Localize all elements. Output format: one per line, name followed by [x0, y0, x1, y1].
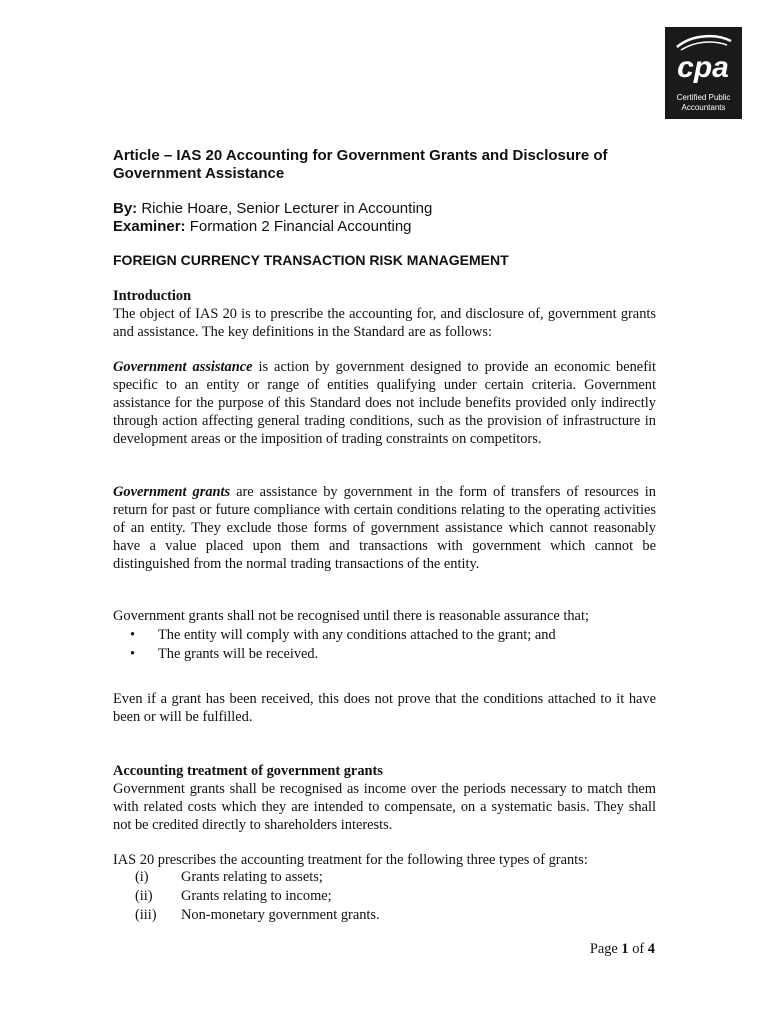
intro-heading: Introduction [113, 288, 192, 304]
intro-section [113, 287, 656, 341]
list-text: Grants relating to income; [181, 888, 332, 904]
page-word: Page [589, 941, 622, 957]
list-item [135, 868, 380, 887]
treatment-heading: Accounting treatment of government grants [113, 763, 383, 779]
recognition-note: Even if a grant has been received, this does not prove that the conditions attached to it have been or will be fulfilled. [113, 691, 656, 725]
treatment-text: Government grants shall be recognised as income over the periods necessary to match them with related costs which they are intended to compensate, on a systematic basis. They shall not be credited directly to shareholders interests. [113, 781, 656, 833]
author-name: Richie Hoare, Senior Lecturer in Accounting [137, 200, 433, 217]
list-text: Non-monetary government grants. [181, 907, 380, 923]
by-label: By: [113, 200, 138, 217]
list-item [135, 906, 380, 925]
author-line [113, 200, 656, 218]
recognition-intro: Government grants shall not be recognised until there is reasonable assurance that; [113, 608, 589, 624]
bullet-text: The entity will comply with any conditions attached to the grant; and [158, 627, 556, 643]
recognition-bullets [130, 626, 556, 664]
grant-types-list [135, 868, 380, 925]
definition-grants [113, 483, 656, 573]
logo-subtitle-line2: Accountants [681, 103, 726, 112]
article-title: Article – IAS 20 Accounting for Government Grants and Disclosure of Government Assistance [113, 147, 608, 182]
list-number: (i) [135, 869, 149, 885]
examiner-line [113, 218, 656, 236]
intro-text: The object of IAS 20 is to prescribe the accounting for, and disclosure of, government grants and assistance. The key definitions in the Standard are as follows: [113, 306, 656, 340]
definition-assistance [113, 358, 656, 448]
list-number: (ii) [135, 888, 153, 904]
term-grants: Government grants [113, 484, 231, 500]
list-text: Grants relating to assets; [181, 869, 323, 885]
list-item [130, 626, 556, 645]
cpa-logo-mark [671, 31, 736, 89]
bullet-icon: • [130, 627, 136, 643]
logo-subtitle-line1: Certified Public [676, 93, 731, 102]
page-number [590, 941, 655, 958]
total-pages: 4 [647, 941, 655, 957]
list-item [135, 887, 380, 906]
bullet-icon: • [130, 646, 136, 662]
list-item [130, 645, 556, 664]
assistance-text: is action by government designed to provide an economic benefit specific to an entity or range of entities qualifying under certain criteria. Government assistance for the purpose of this Standard does not include benefits provided only indirectly through action affecting general trading conditions, such as the provision of infrastructure in development areas or the imposition of trading constraints on competitors. [113, 359, 656, 447]
section-heading: FOREIGN CURRENCY TRANSACTION RISK MANAGEMENT [113, 252, 509, 268]
examiner-label: Examiner: [113, 218, 186, 235]
treatment-list-intro: IAS 20 prescribes the accounting treatment for the following three types of grants: [113, 852, 588, 868]
examiner-value: Formation 2 Financial Accounting [185, 218, 412, 235]
grants-text: are assistance by government in the form of transfers of resources in return for past or future compliance with certain conditions relating to the operating activities of an entity. They exclude those forms of government assistance which cannot reasonably have a value placed upon them and transactions with government which cannot be distinguished from the normal trading transactions of the entity. [113, 484, 656, 572]
cpa-logo [665, 27, 742, 119]
byline [113, 200, 656, 236]
bullet-text: The grants will be received. [158, 646, 319, 662]
logo-brand: cpa [677, 51, 729, 84]
list-number: (iii) [135, 907, 157, 923]
term-assistance: Government assistance [113, 359, 253, 375]
current-page: 1 [621, 941, 629, 957]
treatment-section [113, 762, 656, 834]
of-word: of [628, 941, 648, 957]
